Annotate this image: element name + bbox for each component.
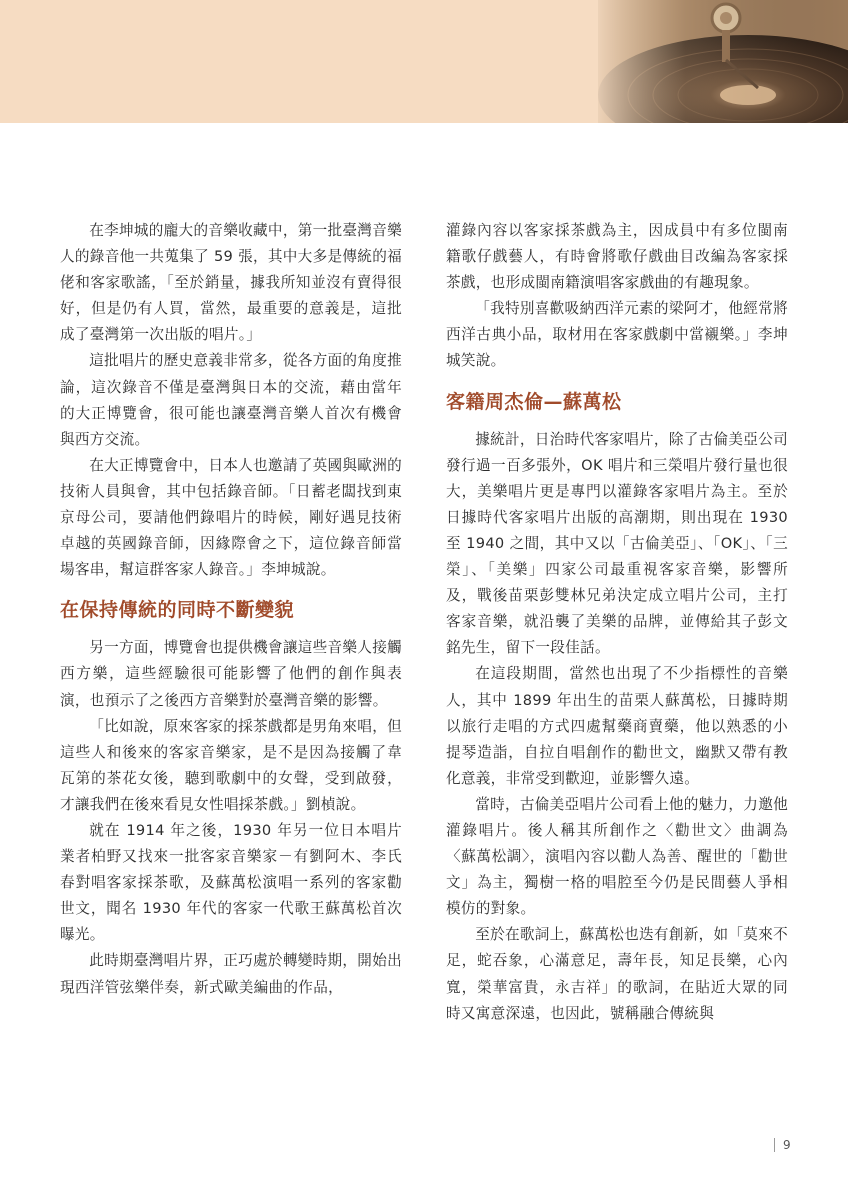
section-heading: 客籍周杰倫—蘇萬松: [446, 390, 622, 413]
paragraph: 「我特別喜歡吸納西洋元素的梁阿才，他經常將西洋古典小品，取材用在客家戲劇中當襯樂。」李坤城笑說。: [446, 300, 788, 370]
paragraph: 另一方面，博覽會也提供機會讓這些音樂人接觸西方樂，這些經驗很可能影響了他們的創作與表演，也預示了之後西方音樂對於臺灣音樂的影響。: [60, 639, 402, 709]
paragraph: 就在 1914 年之後，1930 年另一位日本唱片業者柏野又找來一批客家音樂家－有劉阿木、李氏春對唱客家採茶歌，及蘇萬松演唱一系列的客家勸世文，聞名 1930 年代的客家一代歌王蘇萬松首次曝光。: [60, 821, 402, 944]
right-column: [446, 218, 788, 1027]
paragraph: 據統計，日治時代客家唱片，除了古倫美亞公司發行過一百多張外，OK 唱片和三榮唱片發行量也很大，美樂唱片更是專門以灌錄客家唱片為主。至於日據時代客家唱片出版的高潮期，則出現在 1930 至 1940 之間，其中又以「古倫美亞」、「OK」、「三榮」、「美樂」四家公司最重視客家音樂，影響所及，戰後苗栗彭雙林兄弟決定成立唱片公司，主打客家音樂，就沿襲了美樂的品牌，並傳給其子彭文銘先生，留下一段佳話。: [446, 430, 788, 657]
paragraph: 至於在歌詞上，蘇萬松也迭有創新，如「莫來不足，蛇吞象，心滿意足，壽年長，知足長樂，心內寬，榮華富貴，永吉祥」的歌詞，在貼近大眾的同時又寓意深遠，也因此，號稱融合傳統與: [446, 926, 788, 1022]
paragraph: 在這段期間，當然也出現了不少指標性的音樂人，其中 1899 年出生的苗栗人蘇萬松，日據時期以旅行走唱的方式四處幫藥商賣藥，他以熟悉的小提琴造詣，自拉自唱創作的勸世文，幽默又帶有教化意義，非常受到歡迎，並影響久遠。: [446, 665, 788, 787]
section-heading: 在保持傳統的同時不斷變貌: [60, 599, 295, 622]
paragraph: 在大正博覽會中，日本人也邀請了英國與歐洲的技術人員與會，其中包括錄音師。「日蓄老闆找到東京母公司，要請他們錄唱片的時候，剛好遇見技術卓越的英國錄音師，因緣際會之下，這位錄音師當場客串，幫這群客家人錄音。」李坤城說。: [60, 456, 402, 579]
paragraph: 當時，古倫美亞唱片公司看上他的魅力，力邀他灌錄唱片。後人稱其所創作之〈勸世文〉曲調為〈蘇萬松調〉，演唱內容以勸人為善、醒世的「勸世文」為主，獨樹一格的唱腔至今仍是民間藝人爭相模仿的對象。: [446, 795, 788, 918]
paragraph: 這批唱片的歷史意義非常多，從各方面的角度推論，這次錄音不僅是臺灣與日本的交流，藉由當年的大正博覽會，很可能也讓臺灣音樂人首次有機會與西方交流。: [60, 352, 402, 448]
left-column: [60, 218, 402, 1001]
gramophone-record-icon: [598, 0, 848, 123]
paragraph: 此時期臺灣唱片界，正巧處於轉變時期，開始出現西洋管弦樂伴奏，新式歐美編曲的作品，: [60, 952, 402, 996]
paragraph: 灌錄內容以客家採茶戲為主，因成員中有多位閩南籍歌仔戲藝人，有時會將歌仔戲曲目改編為客家採茶戲，也形成閩南籍演唱客家戲曲的有趣現象。: [446, 222, 788, 292]
page-number: 9: [774, 1138, 791, 1152]
paragraph: 「比如說，原來客家的採茶戲都是男角來唱，但這些人和後來的客家音樂家，是不是因為接觸了韋瓦第的茶花女後，聽到歌劇中的女聲，受到啟發，才讓我們在後來看見女性唱採茶戲。」劉楨說。: [60, 717, 402, 813]
paragraph: 在李坤城的龐大的音樂收藏中，第一批臺灣音樂人的錄音他一共蒐集了 59 張，其中大多是傳統的福佬和客家歌謠，「至於銷量，據我所知並沒有賣得很好，但是仍有人買，當然，最重要的意義是，這批成了臺灣第一次出版的唱片。」: [60, 222, 402, 344]
